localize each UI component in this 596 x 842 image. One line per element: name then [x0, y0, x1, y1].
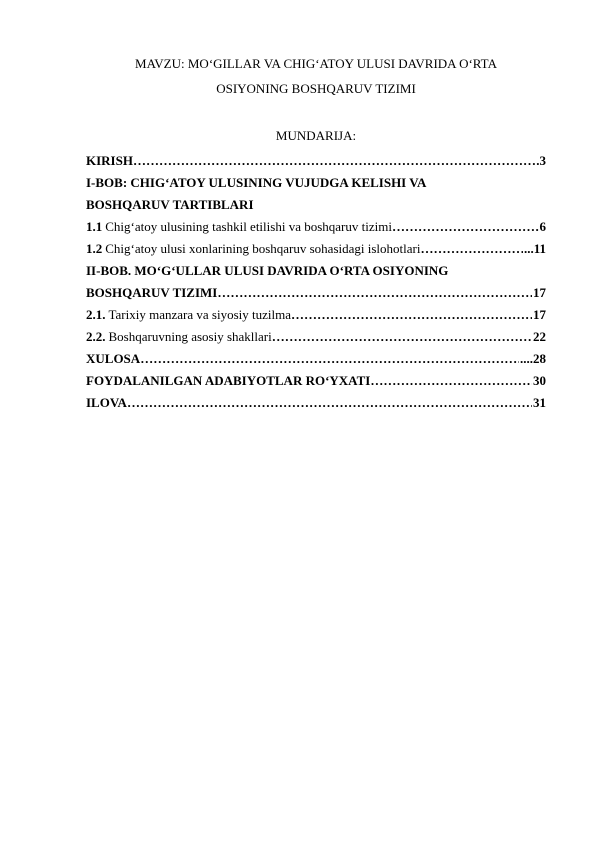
- toc-heading: MUNDARIJA:: [275, 128, 357, 143]
- toc-leader-dots: [272, 329, 532, 345]
- toc-entry-adabiyotlar: [86, 373, 546, 395]
- toc-page-number: 17: [533, 285, 546, 300]
- toc-section-number: 1.2: [86, 241, 103, 256]
- toc-page-number: ...11: [523, 241, 546, 256]
- toc-entry-xulosa: [86, 351, 546, 373]
- toc-entry-label: Boshqaruvning asosiy shakllari: [108, 329, 272, 344]
- toc-entry-label: BOSHQARUV TIZIMI: [86, 285, 218, 300]
- toc-leader-dots: [392, 219, 539, 235]
- toc-leader-dots: [133, 153, 535, 169]
- toc-page-number: 22: [533, 329, 546, 344]
- toc-section-number: 2.2.: [86, 329, 106, 344]
- document-title-line-1: MAVZU: MO‘GILLAR VA CHIG‘ATOY ULUSI DAVRIDA O‘RTA: [135, 56, 497, 71]
- toc-entry-label: FOYDALANILGAN ADABIYOTLAR RO‘YXATI: [86, 373, 371, 388]
- toc-entry-1-2: [86, 241, 546, 263]
- toc-page-number: 30: [533, 373, 546, 388]
- toc-section-number: 2.1.: [86, 307, 106, 322]
- toc-entry-label: XULOSA: [86, 351, 141, 366]
- toc-entry-label: ILOVA: [86, 395, 127, 410]
- toc-entry-2-2: [86, 329, 546, 351]
- toc-leader-dots: [127, 395, 532, 411]
- toc-section-number: 1.1: [86, 219, 103, 234]
- toc-entry-label: Tarixiy manzara va siyosiy tuzilma: [108, 307, 291, 322]
- toc-page-number: 6: [539, 219, 546, 234]
- toc-entry-ilova: [86, 395, 546, 417]
- toc-page-number: 17: [533, 307, 546, 322]
- toc-leader-dots: [370, 373, 532, 389]
- toc-chapter-1-line-1: I-BOB: CHIG‘ATOY ULUSINING VUJUDGA KELISHI VA: [86, 175, 427, 190]
- toc-page-number: .3: [536, 153, 546, 168]
- toc-entry-label: KIRISH: [86, 153, 133, 168]
- toc-leader-dots: [217, 285, 532, 301]
- toc-entry-1-1: [86, 219, 546, 241]
- toc-chapter-2-line-1: II-BOB. MO‘G‘ULLAR ULUSI DAVRIDA O‘RTA OSIYONING: [86, 263, 449, 278]
- toc-entry-label: Chig‘atoy ulusi xonlarining boshqaruv sohasidagi islohotlari: [105, 241, 421, 256]
- toc-leader-dots: [420, 241, 522, 257]
- toc-entry-2-1: [86, 307, 546, 329]
- toc-leader-dots: [291, 307, 532, 323]
- toc-leader-dots: [140, 351, 519, 367]
- toc-entry-kirish: [86, 153, 546, 175]
- toc-page-number: 31: [533, 395, 546, 410]
- toc-page-number: ....28: [520, 351, 546, 366]
- toc-chapter-2-line-2: [86, 285, 546, 307]
- document-title-line-2: OSIYONING BOSHQARUV TIZIMI: [216, 81, 416, 96]
- toc-chapter-1-line-2: BOSHQARUV TARTIBLARI: [86, 197, 254, 212]
- table-of-contents: [86, 153, 546, 417]
- toc-entry-label: Chig‘atoy ulusining tashkil etilishi va boshqaruv tizimi: [105, 219, 392, 234]
